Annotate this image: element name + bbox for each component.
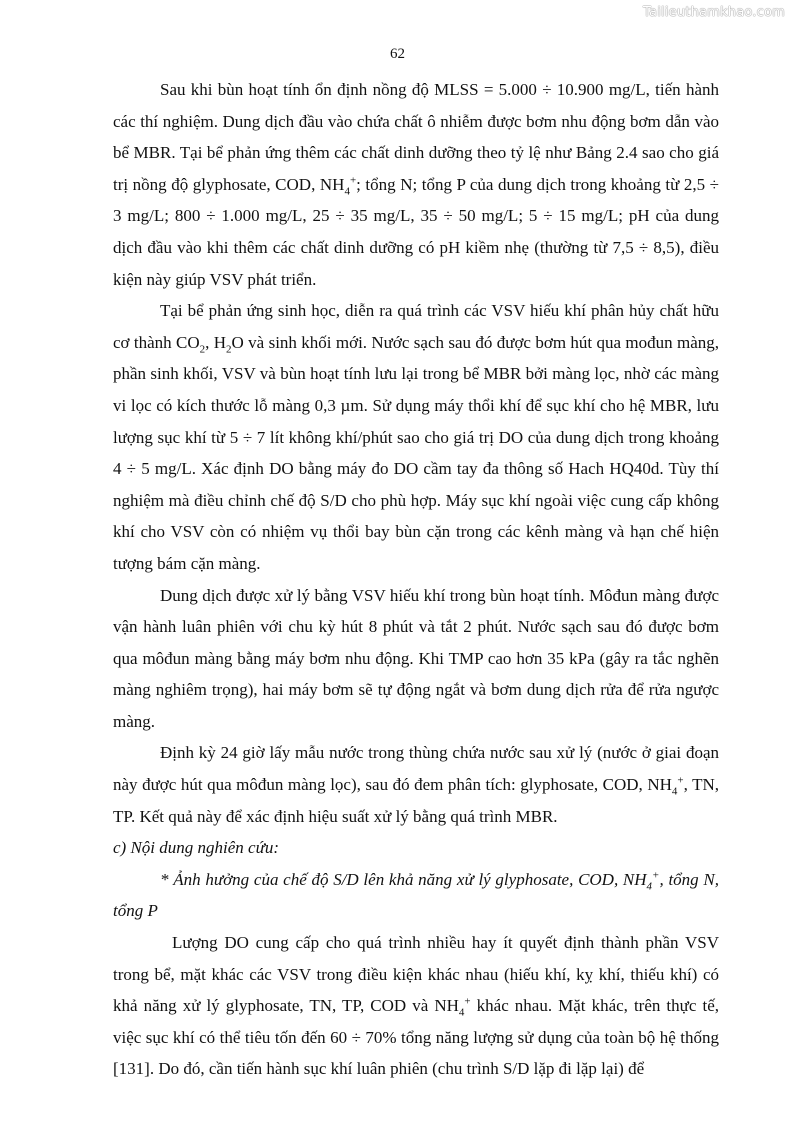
sub-heading: * Ảnh hưởng của chế độ S/D lên khả năng xử lý glyphosate, COD, $NH_4^+$, tổng N, tổng P (113, 869, 719, 921)
paragraph-5: Lượng DO cung cấp cho quá trình nhiều hay ít quyết định thành phần VSV trong bể, mặt khác các VSV trong điều kiện khác nhau (hiếu khí, kỵ khí, thiếu khí) có khả năng xử lý glyphosate, TN, TP, COD và $NH_4^+$ khác nhau. Mặt khác, trên thực tế, việc sục khí có thể tiêu tốn đến 60 ÷ 70% tổng năng lượng sử dụng của toàn bộ hệ thống [131]. Do đó, cần tiến hành sục khí luân phiên (chu trình S/D lặp đi lặp lại) để (113, 933, 719, 1079)
paragraph-1: Sau khi bùn hoạt tính ổn định nồng độ MLSS = 5.000 ÷ 10.900 mg/L, tiến hành các thí nghiệm. Dung dịch đầu vào chứa chất ô nhiễm được bơm nhu động bơm dẫn vào bể MBR. Tại bể phản ứng thêm các chất dinh dưỡng theo tỷ lệ như Bảng 2.4 sao cho giá trị nồng độ glyphosate, COD, $NH_4^+$; tổng N; tổng P của dung dịch trong khoảng từ 2,5 ÷ 3 mg/L; 800 ÷ 1.000 mg/L, 25 ÷ 35 mg/L, 35 ÷ 50 mg/L; 5 ÷ 15 mg/L; pH của dung dịch đầu vào khi thêm các chất dinh dưỡng có pH kiềm nhẹ (thường từ 7,5 ÷ 8,5), điều kiện này giúp VSV phát triển. (113, 80, 719, 289)
body-text (113, 74, 719, 1085)
watermark: Tailieuthamkhao.com (643, 5, 785, 20)
paragraph-4: Định kỳ 24 giờ lấy mẫu nước trong thùng chứa nước sau xử lý (nước ở giai đoạn này được hút qua môđun màng lọc), sau đó đem phân tích: glyphosate, COD, $NH_4^+$, TN, TP. Kết quả này để xác định hiệu suất xử lý bằng quá trình MBR. (113, 743, 719, 826)
section-heading: c) Nội dung nghiên cứu: (113, 838, 280, 858)
paragraph-2: Tại bể phản ứng sinh học, diễn ra quá trình các VSV hiếu khí phân hủy chất hữu cơ thành $CO_2$, $H_2O$ và sinh khối mới. Nước sạch sau đó được bơm hút qua mođun màng, phần sinh khối, VSV và bùn hoạt tính lưu lại trong bể MBR bởi màng lọc, nhờ các màng vi lọc có kích thước lỗ màng 0,3 µm. Sử dụng máy thổi khí để sục khí cho hệ MBR, lưu lượng sục khí từ 5 ÷ 7 lít không khí/phút sao cho giá trị DO của dung dịch trong khoảng 4 ÷ 5 mg/L. Xác định DO bằng máy đo DO cầm tay đa thông số Hach HQ40d. Tùy thí nghiệm mà điều chỉnh chế độ S/D cho phù hợp. Máy sục khí ngoài việc cung cấp không khí cho VSV còn có nhiệm vụ thổi bay bùn cặn trong các kênh màng và hạn chế hiện tượng bám cặn màng. (113, 301, 719, 573)
page-number: 62 (390, 46, 405, 62)
paragraph-3: Dung dịch được xử lý bằng VSV hiếu khí trong bùn hoạt tính. Môđun màng được vận hành luân phiên với chu kỳ hút 8 phút và tắt 2 phút. Nước sạch sau đó được bơm qua môđun màng bằng máy bơm nhu động. Khi TMP cao hơn 35 kPa (gây ra tắc nghẽn màng nghiêm trọng), hai máy bơm sẽ tự động ngắt và bơm dung dịch rửa để rửa ngược màng. (113, 585, 719, 731)
